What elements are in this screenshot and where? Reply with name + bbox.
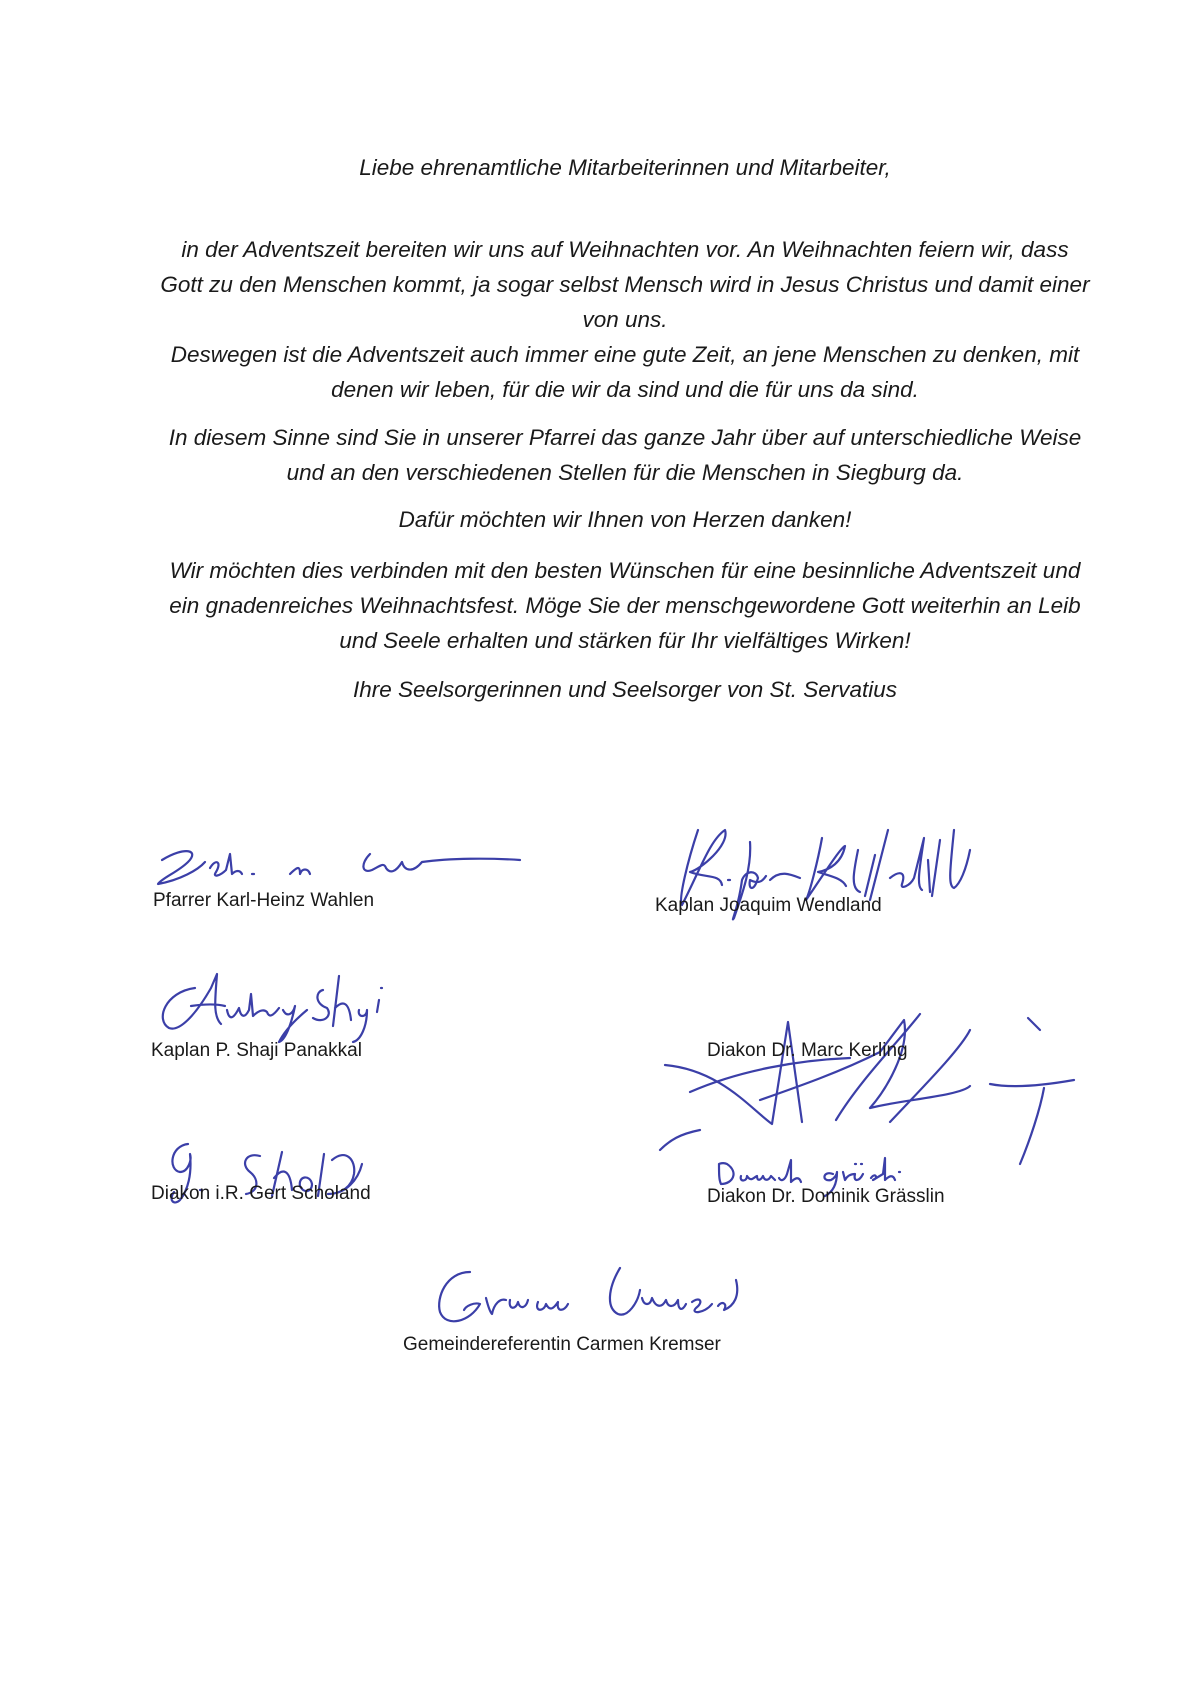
- paragraph-sinne: In diesem Sinne sind Sie in unserer Pfarrei das ganze Jahr über auf unterschiedliche Weise und an den verschiedenen Stellen für die Menschen in Siegburg da.: [168, 425, 1082, 485]
- paragraph-deswegen: Deswegen ist die Adventszeit auch immer eine gute Zeit, an jene Menschen zu denken, mit denen wir leben, für die wir da sind und die für uns da sind.: [170, 342, 1080, 402]
- signature-kremser: [430, 1258, 760, 1338]
- paragraph-advent: in der Adventszeit bereiten wir uns auf Weihnachten vor. An Weihnachten feiern wir, dass Gott zu den Menschen kommt, ja sogar selbst Mensch wird in Jesus Christus und damit einer von uns.: [160, 237, 1090, 332]
- signatory-name: Diakon Dr. Marc Kerling: [707, 1040, 908, 1061]
- salutation: Liebe ehrenamtliche Mitarbeiterinnen und Mitarbeiter,: [359, 155, 891, 180]
- signature-shaji: [155, 960, 425, 1050]
- paragraph-dank: Dafür möchten wir Ihnen von Herzen danken!: [398, 507, 852, 532]
- signatory-name: Kaplan P. Shaji Panakkal: [151, 1040, 362, 1061]
- paragraph-wuensche: Wir möchten dies verbinden mit den besten Wünschen für eine besinnliche Adventszeit und ein gnadenreiches Weihnachtsfest. Möge Sie der menschgewordene Gott weiterhin an Leib und Seele erhalten und stärken für Ihr vielfältiges Wirken!: [169, 558, 1081, 653]
- signatory-name: Diakon Dr. Dominik Grässlin: [707, 1186, 945, 1207]
- signature-kerling: [660, 1000, 1080, 1170]
- signatory-name: Gemeindereferentin Carmen Kremser: [403, 1334, 721, 1355]
- signatory-name: Diakon i.R. Gert Scholand: [151, 1183, 371, 1204]
- signatory-name: Kaplan Joaquim Wendland: [655, 895, 882, 916]
- signatory-name: Pfarrer Karl-Heinz Wahlen: [153, 890, 375, 911]
- closing-line: Ihre Seelsorgerinnen und Seelsorger von St. Servatius: [352, 677, 898, 702]
